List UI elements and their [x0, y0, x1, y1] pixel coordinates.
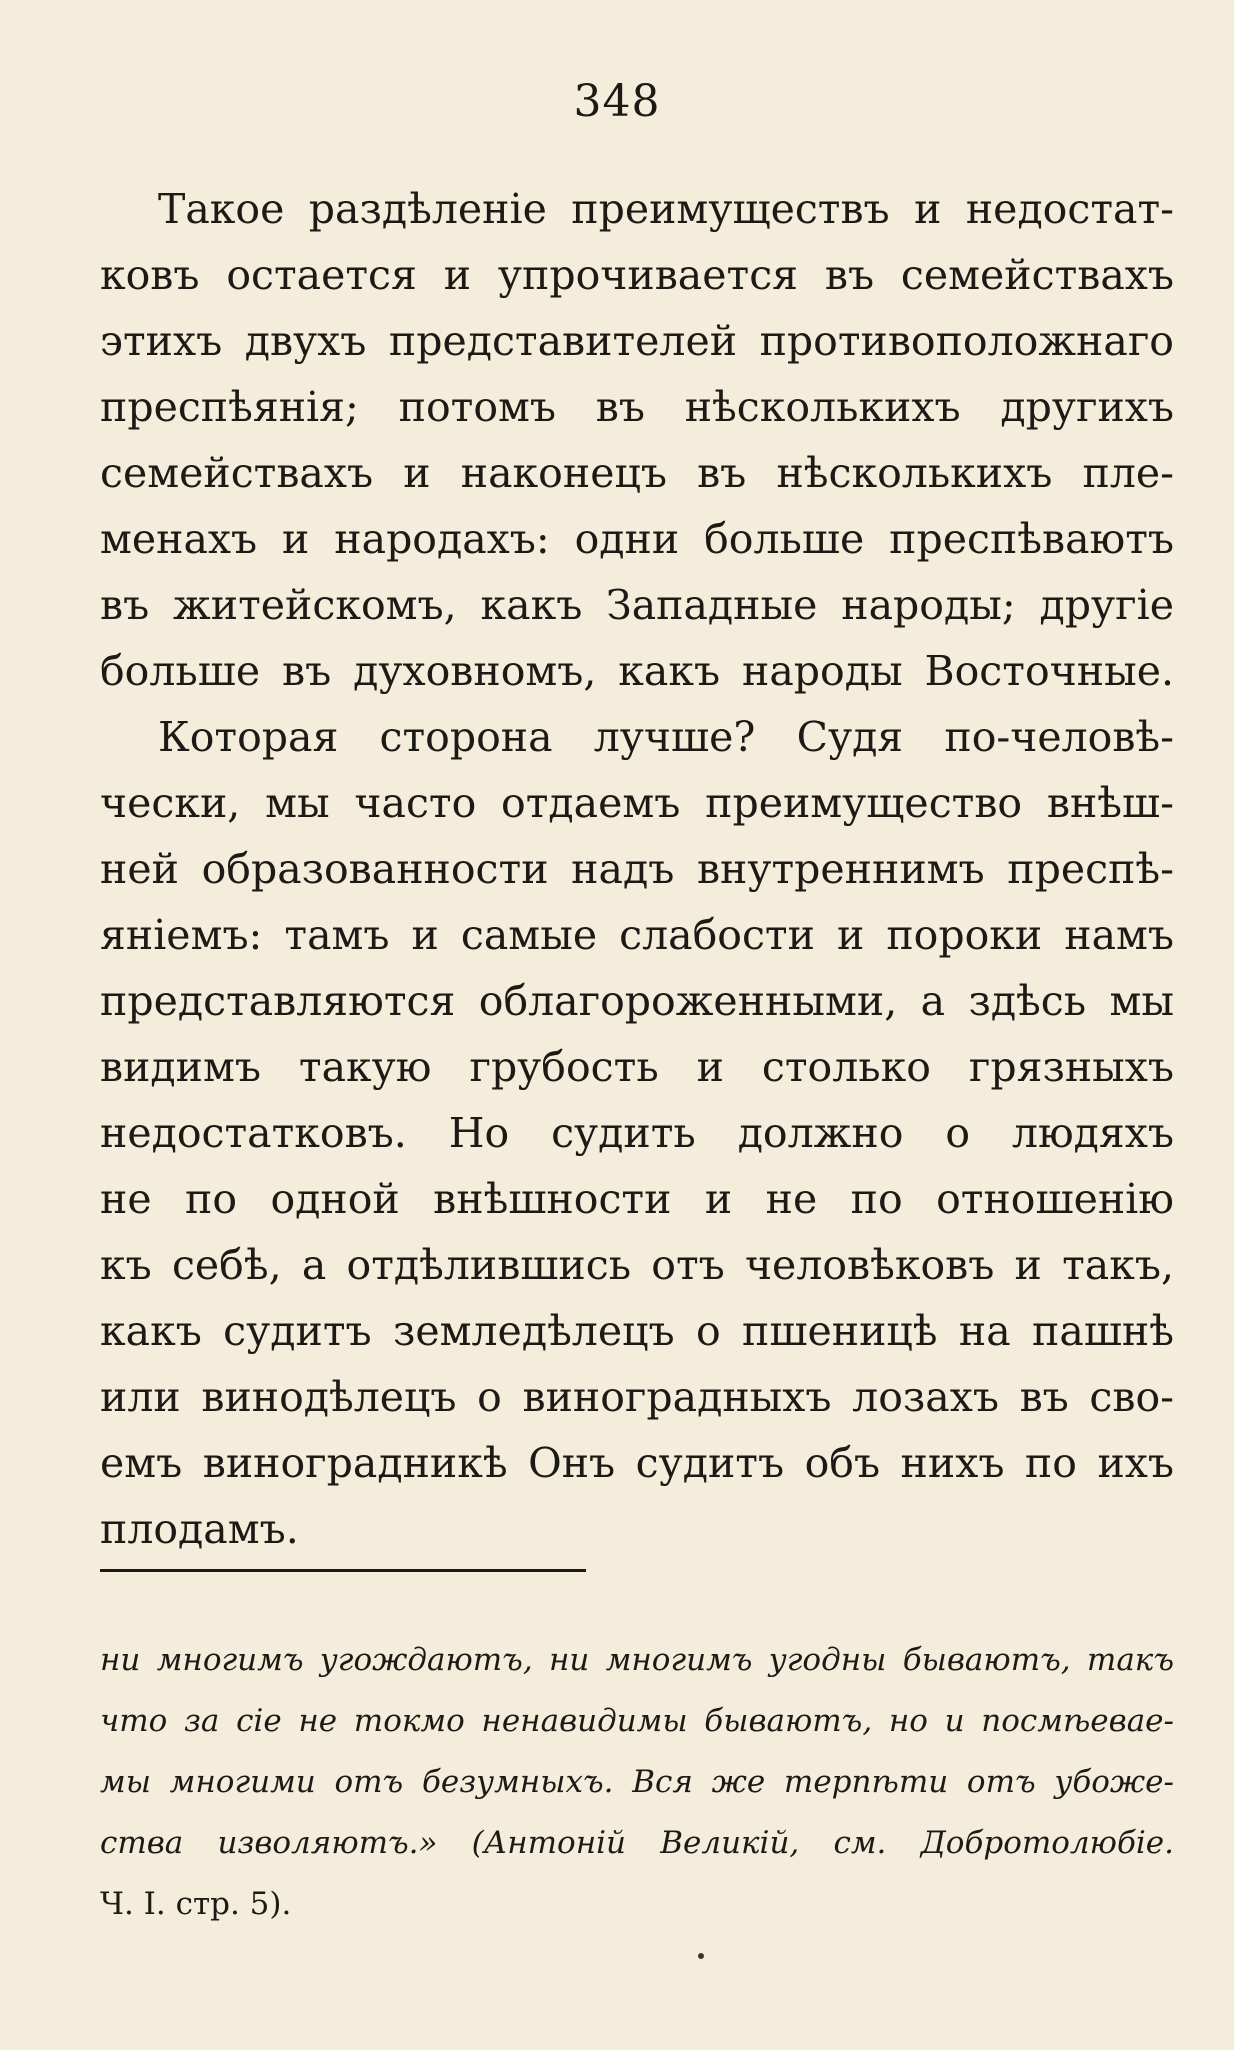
text-line: видимъ такую грубость и столько грязныхъ — [100, 1043, 1174, 1091]
text-line: Которая сторона лучше? Судя по-человѣ- — [158, 713, 1174, 761]
footnote-line: ни многимъ угождаютъ, ни многимъ угодны бываютъ, такъ — [100, 1642, 1174, 1678]
footnote — [100, 1630, 1174, 1935]
text-line: плодамъ. — [100, 1505, 299, 1553]
footnote-line: что за сіе не токмо ненавидимы бываютъ, но и посмѣевае- — [100, 1703, 1174, 1739]
paragraph-1 — [100, 176, 1174, 704]
text-line: или винодѣлецъ о виноградныхъ лозахъ въ сво- — [100, 1373, 1174, 1421]
text-line: Такое раздѣленіе преимуществъ и недостат- — [158, 185, 1174, 233]
text-line: ней образованности надъ внутреннимъ преспѣ- — [100, 845, 1174, 893]
footnote-line: Ч. I. стр. 5). — [100, 1886, 292, 1922]
text-line: ковъ остается и упрочивается въ семействахъ — [100, 251, 1174, 299]
text-line: семействахъ и наконецъ въ нѣсколькихъ пле- — [100, 449, 1174, 497]
paragraph-2 — [100, 704, 1174, 1562]
text-line: емъ виноградникѣ Онъ судитъ объ нихъ по ихъ — [100, 1439, 1174, 1487]
text-line: преспѣянія; потомъ въ нѣсколькихъ другихъ — [100, 383, 1174, 431]
text-line: чески, мы часто отдаемъ преимущество внѣш- — [100, 779, 1174, 827]
footnote-divider — [100, 1569, 586, 1572]
text-line: представляются облагороженными, а здѣсь мы — [100, 977, 1174, 1025]
main-text — [100, 176, 1174, 1562]
text-line: не по одной внѣшности и не по отношенію — [100, 1175, 1174, 1223]
text-line: къ себѣ, а отдѣлившись отъ человѣковъ и такъ, — [100, 1241, 1174, 1289]
footnote-line: мы многими отъ безумныхъ. Вся же терпѣти отъ убоже- — [100, 1764, 1174, 1800]
text-line: какъ судитъ земледѣлецъ о пшеницѣ на пашнѣ — [100, 1307, 1174, 1355]
text-line: въ житейскомъ, какъ Западные народы; другіе — [100, 581, 1174, 629]
text-line: менахъ и народахъ: одни больше преспѣваютъ — [100, 515, 1174, 563]
text-line: этихъ двухъ представителей противоположнаго — [100, 317, 1174, 365]
text-line: яніемъ: тамъ и самые слабости и пороки намъ — [100, 911, 1174, 959]
ink-dot — [698, 1953, 704, 1959]
text-line: больше въ духовномъ, какъ народы Восточные. — [100, 647, 1174, 695]
footnote-line: ства изволяютъ.» (Антоній Великій, см. Добротолюбіе. — [100, 1825, 1174, 1861]
text-line: недостатковъ. Но судить должно о людяхъ — [100, 1109, 1174, 1157]
page-number: 348 — [573, 76, 661, 127]
